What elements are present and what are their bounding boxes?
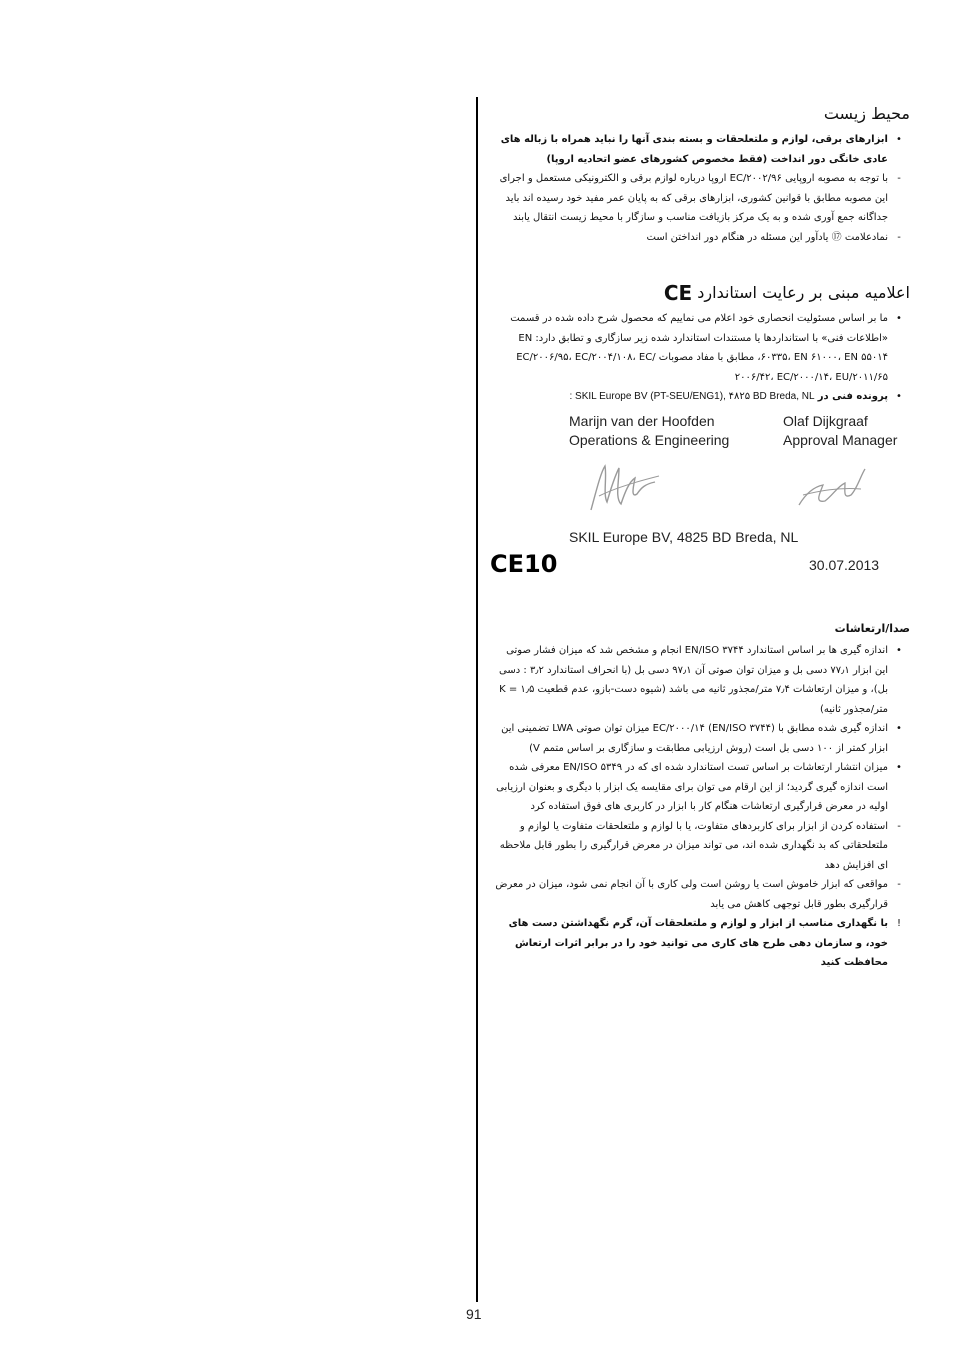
list-item-text: با نگهداری مناسب از ابزار و لوازم و ملتعلحقات آن، گرم نگهداشتن دست های خود، و سازمان دهی طرح های کاری می توانید خود را در برابر اثرات ارتعاش محافظت کنید bbox=[508, 918, 888, 968]
list-item bbox=[490, 914, 910, 973]
list-item-text: نمادعلامت ⑰ یادآور این مسئله در هنگام دور انداختن است bbox=[646, 231, 888, 243]
noise-list bbox=[490, 641, 910, 973]
bullet-marker: ! bbox=[896, 918, 901, 929]
signatory-name: Marijn van der Hoofden bbox=[569, 413, 715, 429]
conformity-title-text: اعلامیه مبنی بر رعایت استاندارد bbox=[697, 283, 910, 302]
list-item bbox=[490, 641, 910, 719]
signatory-role: Approval Manager bbox=[783, 432, 898, 448]
list-item bbox=[490, 309, 910, 387]
bullet-marker: • bbox=[896, 762, 902, 773]
list-item-text: مواقعی که ابزار خاموش است یا روشن است ولی کاری با آن انجام نمی شود، میزان در معرض قرارگیری بطور قابل توجهی کاهش می یابد bbox=[495, 879, 888, 910]
noise-title: صدا/ارتعاشات bbox=[834, 622, 910, 635]
list-item bbox=[490, 228, 910, 248]
list-item bbox=[490, 875, 910, 914]
list-item-text: اندازه گیری شده مطابق با EC/۲۰۰۰/۱۴ (EN/ISO ۳۷۴۴) میزان توان صوتی LWA تضمینی این ابزار کمتر از ۱۰۰ دسی بل است (روش ارزیابی مطابقت و سازگاری بر اساس متمم V) bbox=[501, 723, 888, 754]
list-item bbox=[490, 387, 910, 407]
list-item bbox=[490, 169, 910, 228]
bullet-marker: • bbox=[896, 723, 902, 734]
company-address: SKIL Europe BV, 4825 BD Breda, NL bbox=[569, 529, 799, 545]
list-item-text: استفاده کردن از ابزار برای کاربردهای متفاوت، یا با لوازم و ملتعلحقات متفاوت یا لوازم و ملتعلحقاتی که بد نگهداری شده اند، می تواند میزان در معرض قرارگیری را بطور قابل ملاحظه ای افزایش دهد bbox=[499, 820, 888, 871]
list-item bbox=[490, 758, 910, 817]
bullet-marker: • bbox=[896, 134, 902, 145]
bullet-marker: - bbox=[897, 820, 901, 832]
ce-mark-icon: CE bbox=[663, 281, 693, 305]
environment-section bbox=[490, 104, 910, 247]
list-item-text: میزان انتشار ارتعاشات بر اساس تست استاندارد شده ای که در EN/ISO ۵۳۴۹ معرفی شده است اندازه گیری گردید؛ از این ارقام می توان برای مقایسه یک ابزار با دیگری و بعنوان ارزیابی اولیه در معرض قرارگیری ارتعاشات هنگام کار با ابزار در کاربری های فوق استفاده کرد bbox=[496, 762, 888, 812]
conformity-list bbox=[490, 309, 910, 407]
signatory-name: Olaf Dijkgraaf bbox=[783, 413, 868, 429]
signatory-role: Operations & Engineering bbox=[569, 432, 730, 448]
list-item-text: اندازه گیری ها بر اساس استاندارد EN/ISO ۳۷۴۴ انجام و مشخص شد که میزان فشار صوتی این ابزار ۷۷٫۱ دسی بل و میزان توان صوتی آن ۹۷٫۱ دسی بل (با انحراف استاندارد ۳٫۲ : دسی بل)، و میزان ارتعاشات ۷٫۴ متر/مجذور ثانیه می باشد (شیوه دست-بازو، عدم قطعیت K = ۱٫۵ متر/مجذور ثانیه) bbox=[499, 645, 888, 715]
list-item bbox=[490, 719, 910, 758]
conformity-section bbox=[490, 283, 910, 407]
ce10-mark-icon: CE10 bbox=[490, 550, 558, 578]
bullet-marker: - bbox=[897, 173, 901, 184]
bullet-marker: - bbox=[897, 231, 901, 243]
environment-list bbox=[490, 130, 910, 247]
conformity-title bbox=[490, 283, 910, 303]
technical-file-label: پرونده فنی در bbox=[817, 391, 888, 402]
list-item-text: ابزارهای برقی، لوازم و ملتعلحقات و بسته بندی آنها را نباید همراه با زباله های عادی خانگی دور انداخت (فقط مخصوص کشورهای عضو اتحادیه اروپا) bbox=[500, 134, 888, 165]
column-rule bbox=[476, 97, 478, 1302]
bullet-marker: • bbox=[896, 645, 902, 656]
bullet-marker: • bbox=[896, 391, 902, 402]
conformity-text: ما بر اساس مسئولیت انحصاری خود اعلام می نماییم که محصول شرح داده شده در قسمت «اطلاعات فنی» با استانداردها یا مستندات استاندارد شده زیر سازگاری و تطابق دارد: EN ۶۰۳۳۵، EN ۶۱۰۰۰، EN ۵۵۰۱۴، مطابق با مفاد مصوبات EC/۲۰۰۶/۹۵، EC/۲۰۰۴/۱۰۸، EC/۲۰۰۶/۴۲، EC/۲۰۰۰/۱۴، EU/۲۰۱۱/۶۵ bbox=[510, 313, 888, 383]
bullet-marker: - bbox=[897, 879, 901, 890]
bullet-marker: • bbox=[896, 313, 902, 324]
signature-1-icon bbox=[585, 458, 665, 518]
environment-title: محیط زیست bbox=[823, 104, 910, 123]
list-item bbox=[490, 130, 910, 169]
noise-section bbox=[490, 621, 910, 973]
list-item bbox=[490, 817, 910, 876]
signature-2-icon bbox=[795, 465, 870, 515]
declaration-date: 30.07.2013 bbox=[809, 557, 880, 573]
list-item-text: با توجه به مصوبه اروپایی EC/۲۰۰۲/۹۶ اروپا درباره لوازم برقی و الکترونیکی مستعمل و اجرای این مصوبه مطابق با قوانین کشوری، ابزارهای برقی که به پایان عمر مفید خود رسیده اند باید جداگانه جمع آوری شده و به یک مرکز بازیافت مناسب و سازگار با محیط زیست انتقال یابند bbox=[499, 173, 888, 223]
signatory-2 bbox=[783, 412, 897, 450]
technical-file-address: SKIL Europe BV (PT-SEU/ENG1), ۴۸۲۵ BD Breda, NL : bbox=[569, 391, 815, 402]
signatory-1 bbox=[569, 412, 729, 450]
page-number: 91 bbox=[466, 1306, 482, 1322]
